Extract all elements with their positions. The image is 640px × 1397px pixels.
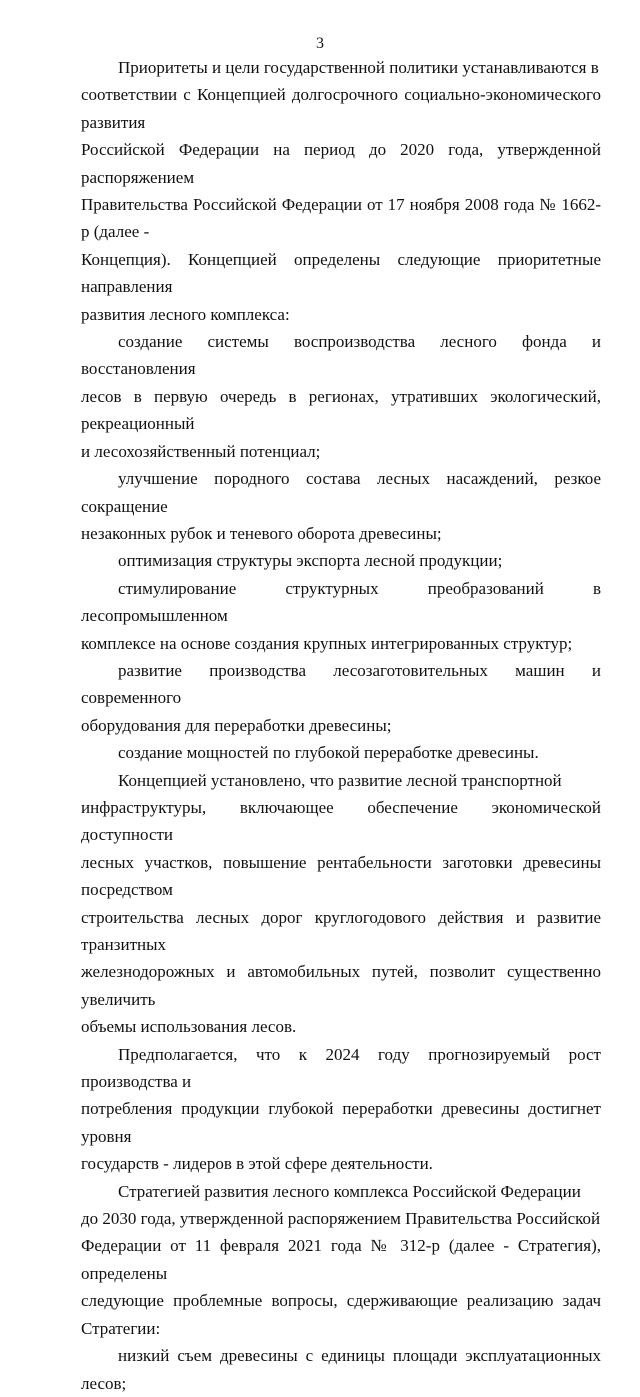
paragraph: Приоритеты и цели государственной политики устанавливаются в соответствии с Концепцией долгосрочного социально-экономического развития Российской Федерации на период до 2020 года, утвержденной распоряжением Правительства Российской Федерации от 17 ноября 2008 года № 1662-р (далее - Концепция). Концепцией определены следующие приоритетные направления развития лесного комплекса: — [81, 58, 601, 324]
paragraph: развитие производства лесозаготовительных машин и современного оборудования для переработки древесины; — [81, 660, 601, 735]
page-number: 3 — [316, 35, 324, 52]
paragraph: Предполагается, что к 2024 году прогнозируемый рост производства и потребления продукции глубокой переработки древесины достигнет уровня государств - лидеров в этой сфере деятельности. — [81, 1044, 601, 1174]
paragraph: создание системы воспроизводства лесного фонда и восстановления лесов в первую очередь в регионах, утративших экологический, рекреационный и лесохозяйственный потенциал; — [81, 332, 601, 461]
paragraph: низкий съем древесины с единицы площади эксплуатационных лесов; — [81, 1346, 601, 1393]
paragraph: стимулирование структурных преобразований в лесопромышленном комплексе на основе создания крупных интегрированных структур; — [81, 578, 601, 653]
paragraph: улучшение породного состава лесных насаждений, резкое сокращение незаконных рубок и теневого оборота древесины; — [81, 469, 601, 543]
paragraph: создание мощностей по глубокой переработке древесины. — [118, 743, 539, 763]
paragraph: оптимизация структуры экспорта лесной продукции; — [118, 551, 503, 571]
document-body — [81, 54, 601, 1397]
paragraph: Концепцией установлено, что развитие лесной транспортной инфраструктуры, включающее обеспечение экономической доступности лесных участков, повышение рентабельности заготовки древесины посредством строительства лесных дорог круглогодового действия и развитие транзитных железнодорожных и автомобильных путей, позволит существенно увеличить объемы использования лесов. — [81, 770, 601, 1037]
paragraph: Стратегией развития лесного комплекса Российской Федерации до 2030 года, утвержденной распоряжением Правительства Российской Федерации от 11 февраля 2021 года № 312-р (далее - Стратегия), определены следующие проблемные вопросы, сдерживающие реализацию задач Стратегии: — [81, 1181, 601, 1338]
